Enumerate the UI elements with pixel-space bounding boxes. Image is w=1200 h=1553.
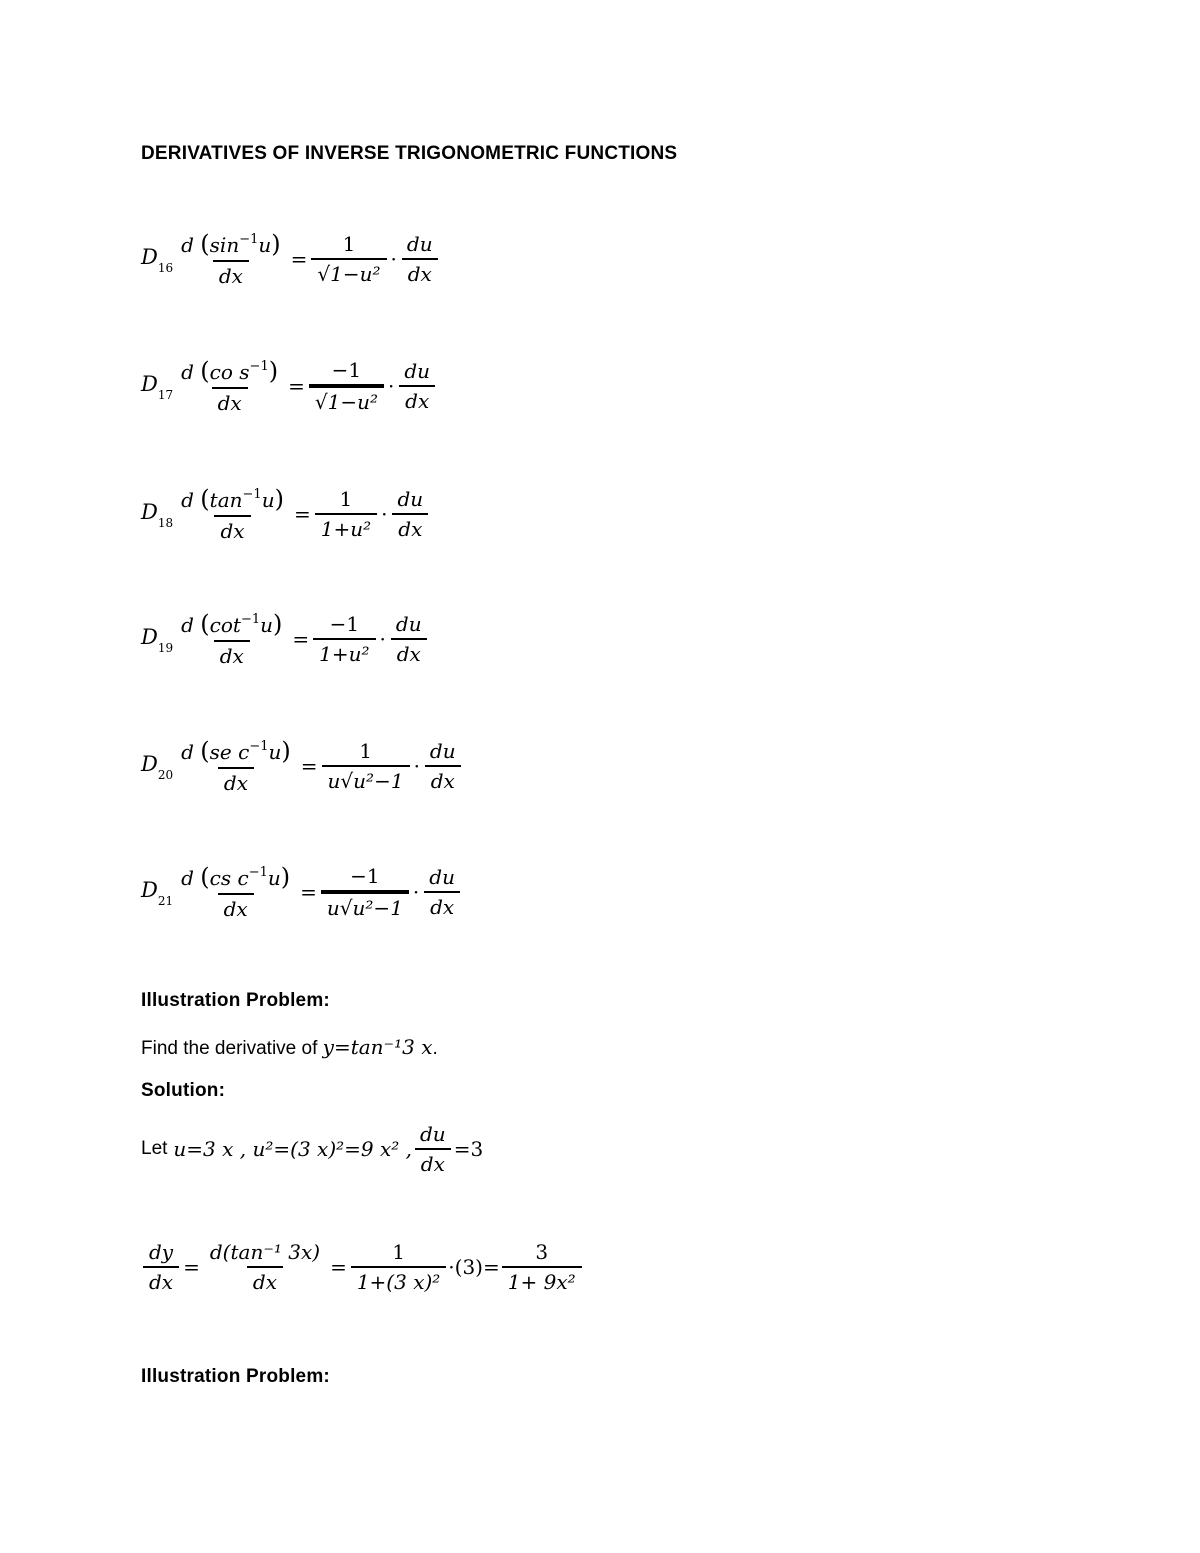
dx-denominator: dx: [402, 258, 438, 286]
rhs-numerator: 1: [342, 232, 356, 256]
du-numerator: du: [420, 1122, 446, 1146]
du-numerator: du: [429, 865, 455, 889]
du-numerator: du: [406, 232, 433, 256]
rhs-denominator: 1+u²: [313, 638, 375, 666]
one-denominator: 1+(3 x)²: [351, 1266, 446, 1294]
formula-label: $D_{16}$: [141, 245, 174, 275]
d-tan-denominator: dx: [247, 1266, 283, 1294]
d-tan-numerator: d(tan⁻¹ 3x): [209, 1240, 321, 1264]
dx-denominator: dx: [391, 638, 427, 666]
formula-number: 21: [157, 893, 174, 908]
lhs-numerator: d $(\sin^{-1}u)$: [181, 230, 281, 258]
inverse-exponent: −1: [239, 232, 259, 247]
rhs-numerator: −1: [329, 612, 360, 636]
rhs-fraction: [321, 864, 409, 920]
formula-row: $D_{20}$ $\frac{d (se c^{-1}u)}{dx}$ = $\frac{1}{\text{u√u²−1}}$ · $\frac{du}{dx}$: [141, 737, 464, 795]
lhs-numerator: d $(\tan^{-1}u)$: [181, 485, 284, 513]
du-dx-factor: [391, 487, 429, 541]
function-name: tan: [209, 488, 243, 512]
du-numerator: du: [429, 739, 456, 763]
dx-denominator: dx: [392, 513, 428, 541]
du-dx-factor: [423, 865, 461, 919]
problem2-heading: Illustration Problem:: [141, 1366, 330, 1387]
problem-statement: [141, 1035, 438, 1060]
function-name: co s: [209, 360, 250, 384]
inverse-exponent: −1: [249, 739, 269, 754]
formula-row: $D_{16}$ $\frac{d (\sin^{-1}u)}{dx}$ = $\frac{1}{\text{√1−u²}}$ · $\frac{du}{dx}$: [141, 230, 441, 288]
inverse-exponent: −1: [248, 865, 268, 880]
du-dx-factor: [401, 232, 439, 286]
formula-number: 20: [157, 767, 174, 782]
inverse-exponent: −1: [242, 487, 262, 502]
formula-row: $D_{21}$ $\frac{d (cs c^{-1}u)}{dx}$ = $\frac{-1}{\text{u√u²−1}}$ · $\frac{du}{dx}$: [141, 863, 463, 921]
one-numerator: 1: [392, 1240, 405, 1264]
lhs-numerator: d $(\cot^{-1}u)$: [181, 610, 283, 638]
du-dx-factor: [390, 612, 428, 666]
rhs-numerator: −1: [331, 358, 362, 382]
function-variable: u: [268, 740, 282, 764]
dx-denominator: dx: [425, 765, 461, 793]
function-name: sin: [209, 233, 240, 257]
problem-equation: y=tan⁻¹3 x: [322, 1035, 433, 1059]
lhs-fraction: [175, 737, 297, 795]
formula-label: $D_{17}$: [141, 372, 174, 402]
final-numerator: 3: [535, 1240, 549, 1264]
problem-heading: Illustration Problem:: [141, 990, 330, 1011]
rhs-denominator: u√u²−1: [321, 890, 409, 920]
lhs-denominator: dx: [214, 640, 250, 668]
formula-number: 16: [157, 260, 174, 275]
inverse-exponent: −1: [249, 359, 269, 374]
function-name: cot: [209, 613, 241, 637]
inverse-exponent: −1: [240, 612, 261, 627]
rhs-numerator: 1: [339, 487, 353, 511]
formula-number: 17: [157, 387, 174, 402]
solution-step2: $\frac{dy}{dx}$ = $\frac{\text{d(tan⁻¹ 3x)}}{dx}$ = $\frac{1}{\text{1+(3 x)²}}$ ·(3)= $\frac{3}{\text{1+ 9x²}}$: [141, 1240, 584, 1294]
lhs-fraction: [175, 610, 288, 668]
du-numerator: du: [404, 359, 431, 383]
dy-dx-fraction: [143, 1240, 179, 1294]
final-fraction: [502, 1240, 582, 1294]
rhs-fraction: [309, 358, 384, 414]
lhs-denominator: dx: [212, 387, 248, 415]
step1-expression: u=3 x , u²=(3 x)²=9 x² ,: [173, 1137, 412, 1161]
lhs-fraction: [175, 863, 296, 921]
du-numerator: du: [397, 487, 424, 511]
rhs-numerator: −1: [350, 864, 380, 888]
rhs-denominator: √1−u²: [309, 384, 384, 414]
solution-heading: Solution:: [141, 1080, 226, 1101]
du-numerator: du: [395, 612, 422, 636]
rhs-fraction: [315, 487, 377, 541]
du-dx-factor: [398, 359, 436, 413]
formula-label: $D_{19}$: [141, 625, 174, 655]
lhs-numerator: d (cs $c^{-1}u$): [181, 863, 291, 891]
function-variable: u: [267, 866, 281, 890]
formula-row: $D_{18}$ $\frac{d (\tan^{-1}u)}{dx}$ = $\frac{1}{\text{1+u²}}$ · $\frac{du}{dx}$: [141, 485, 431, 543]
one-over-fraction: [351, 1240, 446, 1294]
rhs-fraction: [322, 739, 410, 793]
dy-numerator: dy: [149, 1240, 174, 1264]
rhs-fraction: [311, 232, 386, 286]
let-label: Let: [141, 1138, 168, 1159]
solution-step1: [141, 1122, 483, 1176]
formula-label: $D_{20}$: [141, 752, 174, 782]
formula-number: 18: [157, 515, 174, 530]
du-dx-factor: [424, 739, 462, 793]
function-name: cs c: [209, 866, 249, 890]
rhs-denominator: √1−u²: [311, 258, 386, 286]
formula-row: $D_{17}$ $\frac{d (co s^{-1})}{dx}$ = $\frac{-1}{\text{√1−u²}}$ · $\frac{du}{dx}$: [141, 357, 438, 415]
formula-row: $D_{19}$ $\frac{d (\cot^{-1}u)}{dx}$ = $\frac{-1}{\text{1+u²}}$ · $\frac{du}{dx}$: [141, 610, 430, 668]
formula-label: $D_{21}$: [141, 878, 174, 908]
equals-three: =3: [453, 1137, 484, 1161]
lhs-numerator: d (co $s^{-1}$): [181, 357, 279, 385]
page-title: DERIVATIVES OF INVERSE TRIGONOMETRIC FUNCTIONS: [141, 143, 678, 164]
lhs-numerator: d (se $c^{-1}u$): [181, 737, 291, 765]
rhs-numerator: 1: [359, 739, 372, 763]
dx-denominator: dx: [399, 385, 435, 413]
dx-denominator-2: dx: [143, 1266, 179, 1294]
problem-period: .: [432, 1038, 438, 1059]
rhs-denominator: 1+u²: [315, 513, 377, 541]
lhs-denominator: dx: [218, 767, 254, 795]
dx-denominator: dx: [424, 891, 460, 919]
du-dx-fraction: [414, 1122, 452, 1176]
function-variable: u: [261, 488, 275, 512]
formula-label: $D_{18}$: [141, 500, 174, 530]
problem-prompt: Find the derivative of: [141, 1038, 318, 1059]
function-variable: u: [260, 613, 274, 637]
formula-number: 19: [157, 640, 174, 655]
lhs-denominator: dx: [214, 515, 250, 543]
lhs-denominator: dx: [213, 260, 249, 288]
lhs-fraction: [175, 485, 290, 543]
dx-denominator: dx: [415, 1148, 451, 1176]
times-three: ·(3)=: [448, 1255, 500, 1279]
lhs-denominator: dx: [218, 893, 254, 921]
function-variable: u: [258, 233, 272, 257]
rhs-denominator: u√u²−1: [322, 765, 410, 793]
lhs-fraction: [175, 230, 287, 288]
d-tan-fraction: [204, 1240, 326, 1294]
rhs-fraction: [313, 612, 375, 666]
lhs-fraction: [175, 357, 284, 415]
final-denominator: 1+ 9x²: [502, 1266, 582, 1294]
function-name: se c: [209, 740, 250, 764]
